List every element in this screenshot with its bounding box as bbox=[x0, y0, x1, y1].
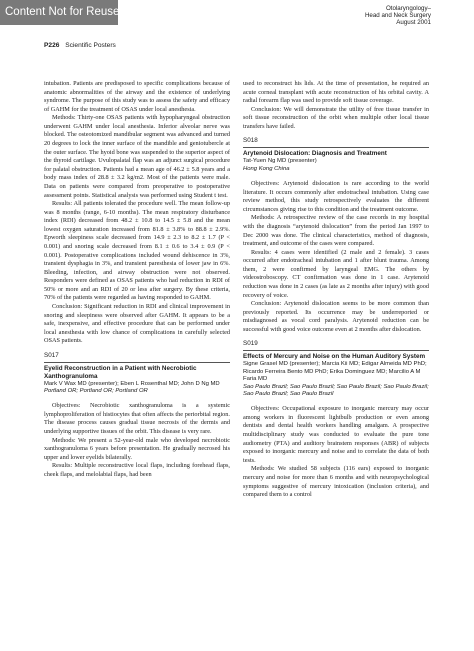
paragraph: Results: Multiple reconstructive local flaps, including forehead flaps, cheek flaps, and melolabial flaps, had been bbox=[44, 462, 230, 478]
abstract-authors: Signe Grasel MD (presenter); Marcia Kii MD; Edigar Almeida MD PhD; Ricardo Ferreira Bento MD PhD; Erika Dominguez MD; Marcilio A M Faria MD bbox=[243, 361, 427, 383]
spacer bbox=[243, 398, 429, 405]
abstract-affiliation: Sao Paulo Brazil; Sao Paulo Brazil; Sao Paulo Brazil; Sao Paulo Brazil; Sao Paulo Brazil; Sao Paulo Brazil bbox=[243, 383, 429, 397]
watermark: Content Not for Reuse bbox=[0, 0, 118, 25]
abstract-authors: Mark V Wax MD (presenter); Eben L Rosenthal MD; John D Ng MD bbox=[44, 380, 220, 387]
abstract-authors: Tat-Yuen Ng MD (presenter) bbox=[243, 158, 317, 165]
abstract-code: S017 bbox=[44, 351, 59, 359]
journal-issue: August 2001 bbox=[396, 19, 431, 27]
paragraph: Conclusion: We will demonstrate the utility of free tissue transfer in soft tissue reconstruction of the orbit when multiple other local tissue transfers have failed. bbox=[243, 105, 429, 130]
paragraph: Conclusion: Arytenoid dislocation seems to be more common than previously reported. Its occurrence may be underreported or misdiagnosed as vocal cord paralysis. Arytenoid reduction can be successful with good voice outcome even at 2 months after dislocation. bbox=[243, 300, 429, 333]
page-header bbox=[44, 42, 116, 49]
journal-header bbox=[365, 5, 431, 27]
paragraph: Methods: Thirty-one OSAS patients with hypopharyngeal obstruction underwent GAHM under local anesthesia. Inferior alveolar nerve was blocked. The osteotomized mandibular segment was advanced and turned 20 degrees to lock the inner surface of the mandible and geniotubercle at the outer surface. The hyoid bone was suspended to the superior aspect of the thyroid cartilage. Uvulopalatal flap was an adjunct surgical procedure for palatal obstruction. Patients had a mean age of 46.2 ± 5.8 years and a body mass index of 28.8 ± 3.2 kg/m2. Most of the patients were male. Data on patients were compared from preoperative to postoperative assessment points. Statistical analysis was performed using Student t test. bbox=[44, 114, 230, 199]
paragraph: Methods: We present a 52-year-old male who developed necrobiotic xanthogranuloma 6 years before presentation. He gradually necrosed his upper and lower eyelids bilaterally. bbox=[44, 436, 230, 461]
divider bbox=[243, 147, 429, 148]
paragraph: Conclusion: Significant reduction in RDI and clinical improvement in snoring and sleepiness were observed after GAHM. It appears to be a safe, inexpensive, and effective procedure that can be performed under local anesthesia with low chance of complications in carefully selected OSAS patients. bbox=[44, 303, 230, 345]
paragraph: Objectives: Arytenoid dislocation is rare according to the world literature. It occurs commonly after endotracheal intubation. Using case review method, this study retrospectively evaluates the different circumstances giving rise to this condition and the treatment outcome. bbox=[243, 180, 429, 213]
journal-name-line1: Otolaryngology– bbox=[385, 5, 431, 12]
spacer bbox=[243, 173, 429, 180]
right-column bbox=[243, 80, 429, 500]
journal-name-line2: Head and Neck Surgery bbox=[364, 12, 431, 20]
paragraph: intubation. Patients are predisposed to specific complications because of anatomic abnormalities of the airway and the existence of underlying syndrome. The purpose of this study was to assess the safety and efficacy of GAHM for the treatment of OSAS under local anesthesia. bbox=[44, 80, 230, 113]
abstract-code: S019 bbox=[243, 340, 258, 348]
abstract-code: S018 bbox=[243, 137, 258, 145]
paragraph: Methods: We studied 58 subjects (116 ears) exposed to inorganic mercury and noise for more than 6 months and with neuropsychological symptoms suggestive of mercury intoxication (inclusion criteria), and compared them to a control bbox=[243, 465, 429, 499]
abstract-title: Effects of Mercury and Noise on the Human Auditory System bbox=[243, 353, 426, 361]
abstract-title: Arytenoid Dislocation: Diagnosis and Treatment bbox=[243, 150, 387, 158]
abstract-affiliation: Hong Kong China bbox=[243, 165, 290, 172]
spacer bbox=[44, 395, 230, 402]
abstract-affiliation: Portland OR; Portland OR; Portland OR bbox=[44, 387, 148, 394]
section-name: Scientific Posters bbox=[65, 42, 116, 49]
left-column bbox=[44, 80, 230, 480]
paragraph: used to reconstruct his lids. At the time of presentation, he required an acute corneal transplant with acute reconstruction of his orbital cavity. A radial forearm flap was used to provide soft tissue coverage. bbox=[243, 80, 429, 105]
paragraph: Methods: A retrospective review of the case records in my hospital with the diagnosis “arytenoid dislocation” from the period Jan 1997 to Dec 2000 was done. The clinical characteristics, method of diagnosis, treatment, and outcome of the cases were compared. bbox=[243, 214, 429, 248]
paragraph: Objectives: Necrobiotic xanthogranuloma is a systemic lymphoproliferation of histiocytes that often affects the periorbital region. The disease process causes gradual tissue necrosis of the dermis and underlying supportive tissues of the orbit. This disease is very rare. bbox=[44, 402, 230, 436]
divider bbox=[44, 362, 230, 363]
abstract-title: Eyelid Reconstruction in a Patient with Necrobiotic Xanthogranuloma bbox=[44, 364, 197, 380]
paragraph: Results: All patients tolerated the procedure well. The mean follow-up was 8 months (range, 6-10 months). The mean respiratory disturbance index (RDI) decreased from 48.2 ± 10.8 to 14.5 ± 5.8 and the mean lowest oxygen saturation increased from 81.8 ± 3.8% to 88.8 ± 2.9%. Epworth sleepiness scale decreased from 14.9 ± 2.3 to 8.2 ± 1.7 (P < 0.001) and snoring scale decreased from 8.1 ± 0.6 to 3.4 ± 0.9 (P < 0.001). Postoperative complications included wound dehiscence in 3%, transient dysphagia in 3%, and transient paresthesia of lower jaw in 6%. Bleeding, infection, and airway obstruction were not observed. Responders were defined as OSAS patients who had reduction in RDI of 50% or more and an RDI of 20 or less after surgery. By these criteria, 70% of the patients were regarded as having responded to GAHM. bbox=[44, 200, 230, 302]
paragraph: Results: 4 cases were identified (2 male and 2 female). 3 cases occurred after endotracheal intubation and 1 after blunt trauma. Among them, 2 were confirmed by laryngeal EMG. The others by videostroboscopy. CT confirmation was done in 1 case. Arytenoid reduction was done in 2 cases (as late as 2 months after injury) with good recovery of voice. bbox=[243, 248, 429, 299]
page-number: P226 bbox=[44, 42, 60, 49]
paragraph: Objectives: Occupational exposure to inorganic mercury may occur among workers in fluorescent lightbulb production or even among dentists and dental health workers handling amalgam. A prospective multidisciplinary study was conducted to evaluate the pure tone audiometry (PTA) and auditory brainstem responses (ABR) of subjects exposed to inorganic mercury and noise and to correlate the data of both tests. bbox=[243, 405, 429, 464]
divider bbox=[243, 350, 429, 351]
